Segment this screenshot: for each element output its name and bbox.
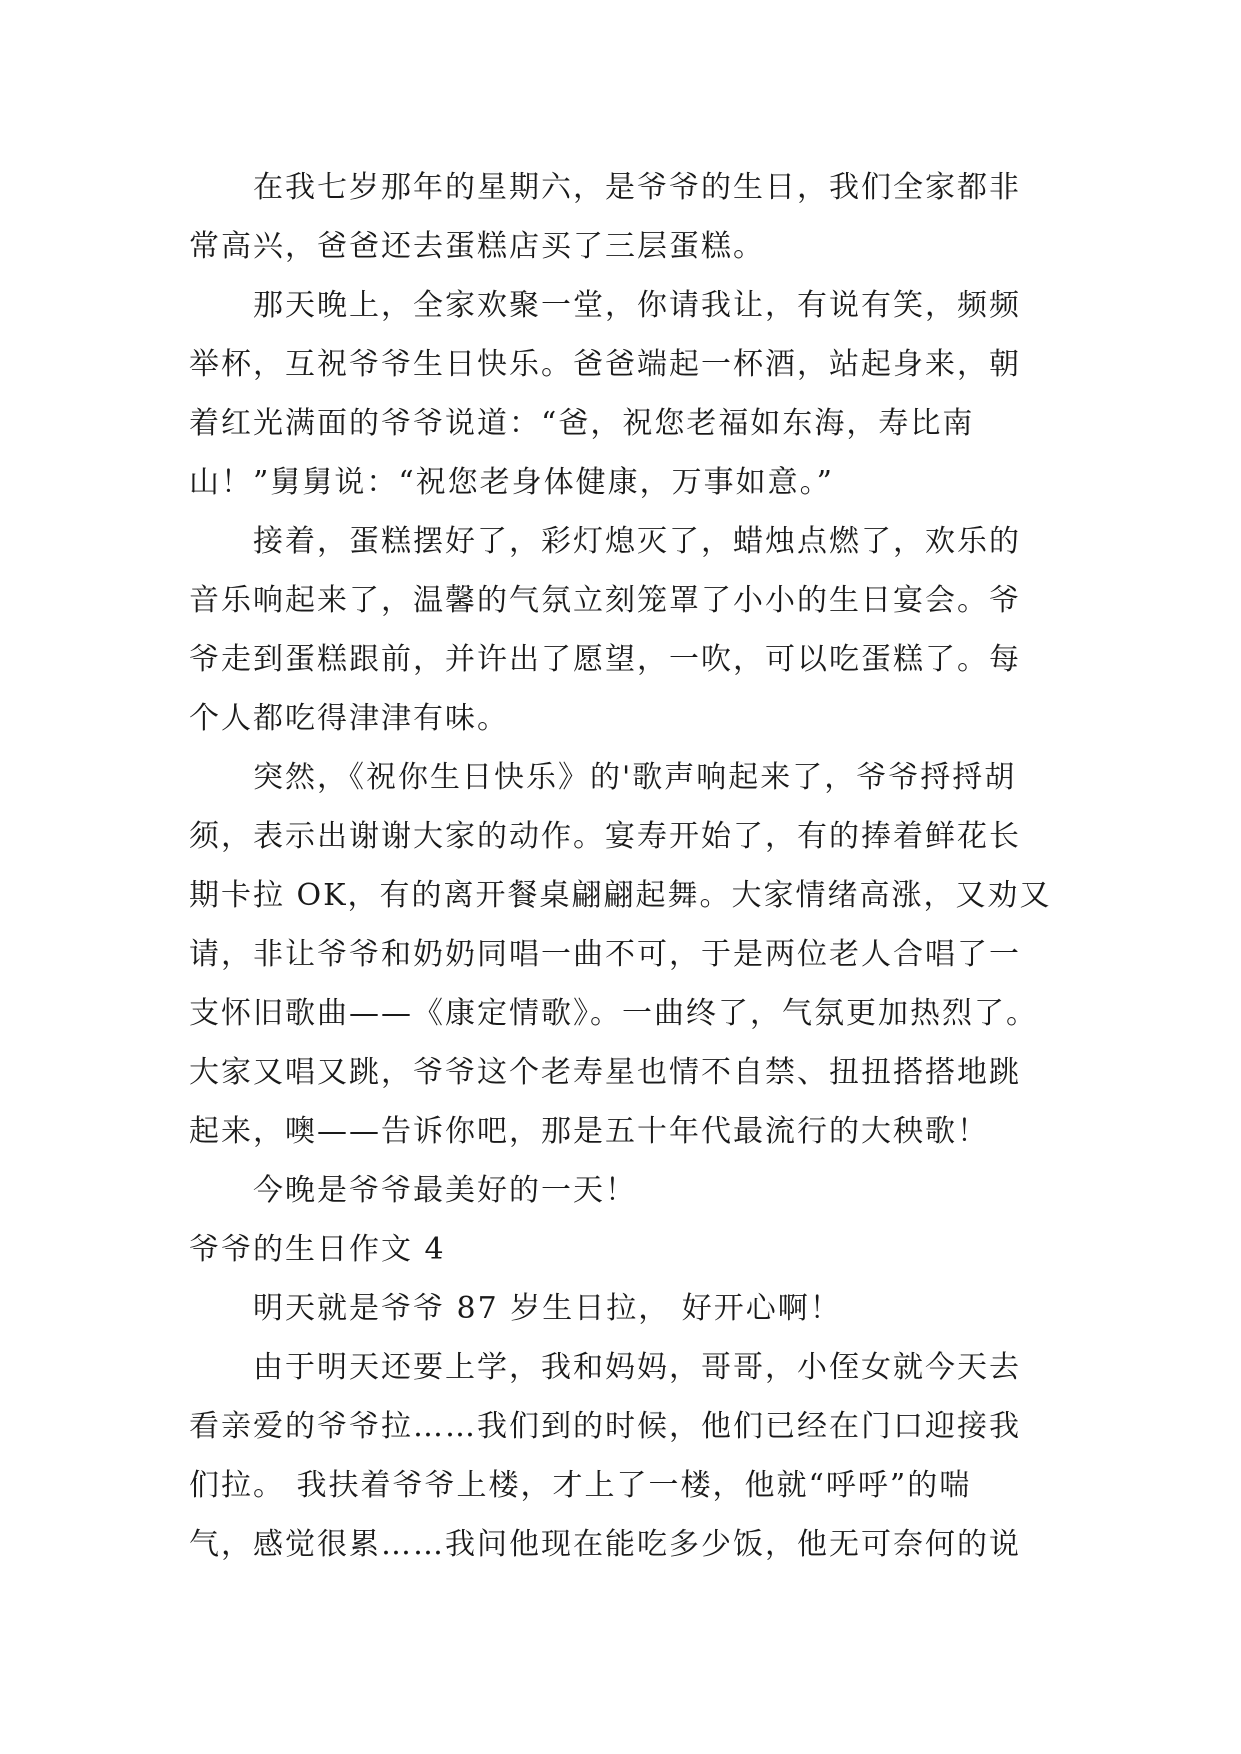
text-line: 音乐响起来了，温馨的气氛立刻笼罩了小小的生日宴会。爷: [189, 583, 1021, 618]
text-line: 须，表示出谢谢大家的动作。宴寿开始了，有的捧着鲜花长: [189, 819, 1021, 854]
text-line: 接着，蛋糕摆好了，彩灯熄灭了，蜡烛点燃了，欢乐的: [253, 524, 1021, 559]
text-line: 们拉。 我扶着爷爷上楼，才上了一楼，他就“呼呼”的喘: [189, 1468, 972, 1503]
text-line: 着红光满面的爷爷说道：“爸，祝您老福如东海，寿比南: [189, 406, 975, 441]
text-line: 那天晚上，全家欢聚一堂，你请我让，有说有笑，频频: [253, 288, 1021, 323]
text-line: 明天就是爷爷 87 岁生日拉， 好开心啊！: [253, 1291, 842, 1326]
text-line: 请，非让爷爷和奶奶同唱一曲不可，于是两位老人合唱了一: [189, 937, 1021, 972]
text-line: 大家又唱又跳，爷爷这个老寿星也情不自禁、扭扭搭搭地跳: [189, 1055, 1021, 1090]
text-line: 起来，噢——告诉你吧，那是五十年代最流行的大秧歌！: [189, 1114, 989, 1149]
text-line: 常高兴，爸爸还去蛋糕店买了三层蛋糕。: [189, 229, 765, 264]
text-line: 山！”舅舅说：“祝您老身体健康，万事如意。”: [189, 465, 835, 500]
document-body: [189, 158, 1065, 1574]
text-line: 期卡拉 OK，有的离开餐桌翩翩起舞。大家情绪高涨，又劝又: [189, 878, 1052, 913]
text-line: 在我七岁那年的星期六，是爷爷的生日，我们全家都非: [253, 170, 1021, 205]
text-line: 气，感觉很累……我问他现在能吃多少饭，他无可奈何的说: [189, 1527, 1021, 1562]
text-line: 个人都吃得津津有味。: [189, 701, 509, 736]
text-line: 支怀旧歌曲——《康定情歌》。一曲终了，气氛更加热烈了。: [189, 996, 1038, 1031]
text-line: 由于明天还要上学，我和妈妈，哥哥，小侄女就今天去: [253, 1350, 1021, 1385]
text-line: 突然，《祝你生日快乐》的'歌声响起来了，爷爷捋捋胡: [253, 760, 1017, 795]
section-heading: 爷爷的生日作文 4: [189, 1232, 446, 1267]
text-line: 看亲爱的爷爷拉……我们到的时候，他们已经在门口迎接我: [189, 1409, 1021, 1444]
text-line: 爷走到蛋糕跟前，并许出了愿望，一吹，可以吃蛋糕了。每: [189, 642, 1021, 677]
text-line: 举杯，互祝爷爷生日快乐。爸爸端起一杯酒，站起身来，朝: [189, 347, 1021, 382]
text-line: 今晚是爷爷最美好的一天！: [253, 1173, 637, 1208]
